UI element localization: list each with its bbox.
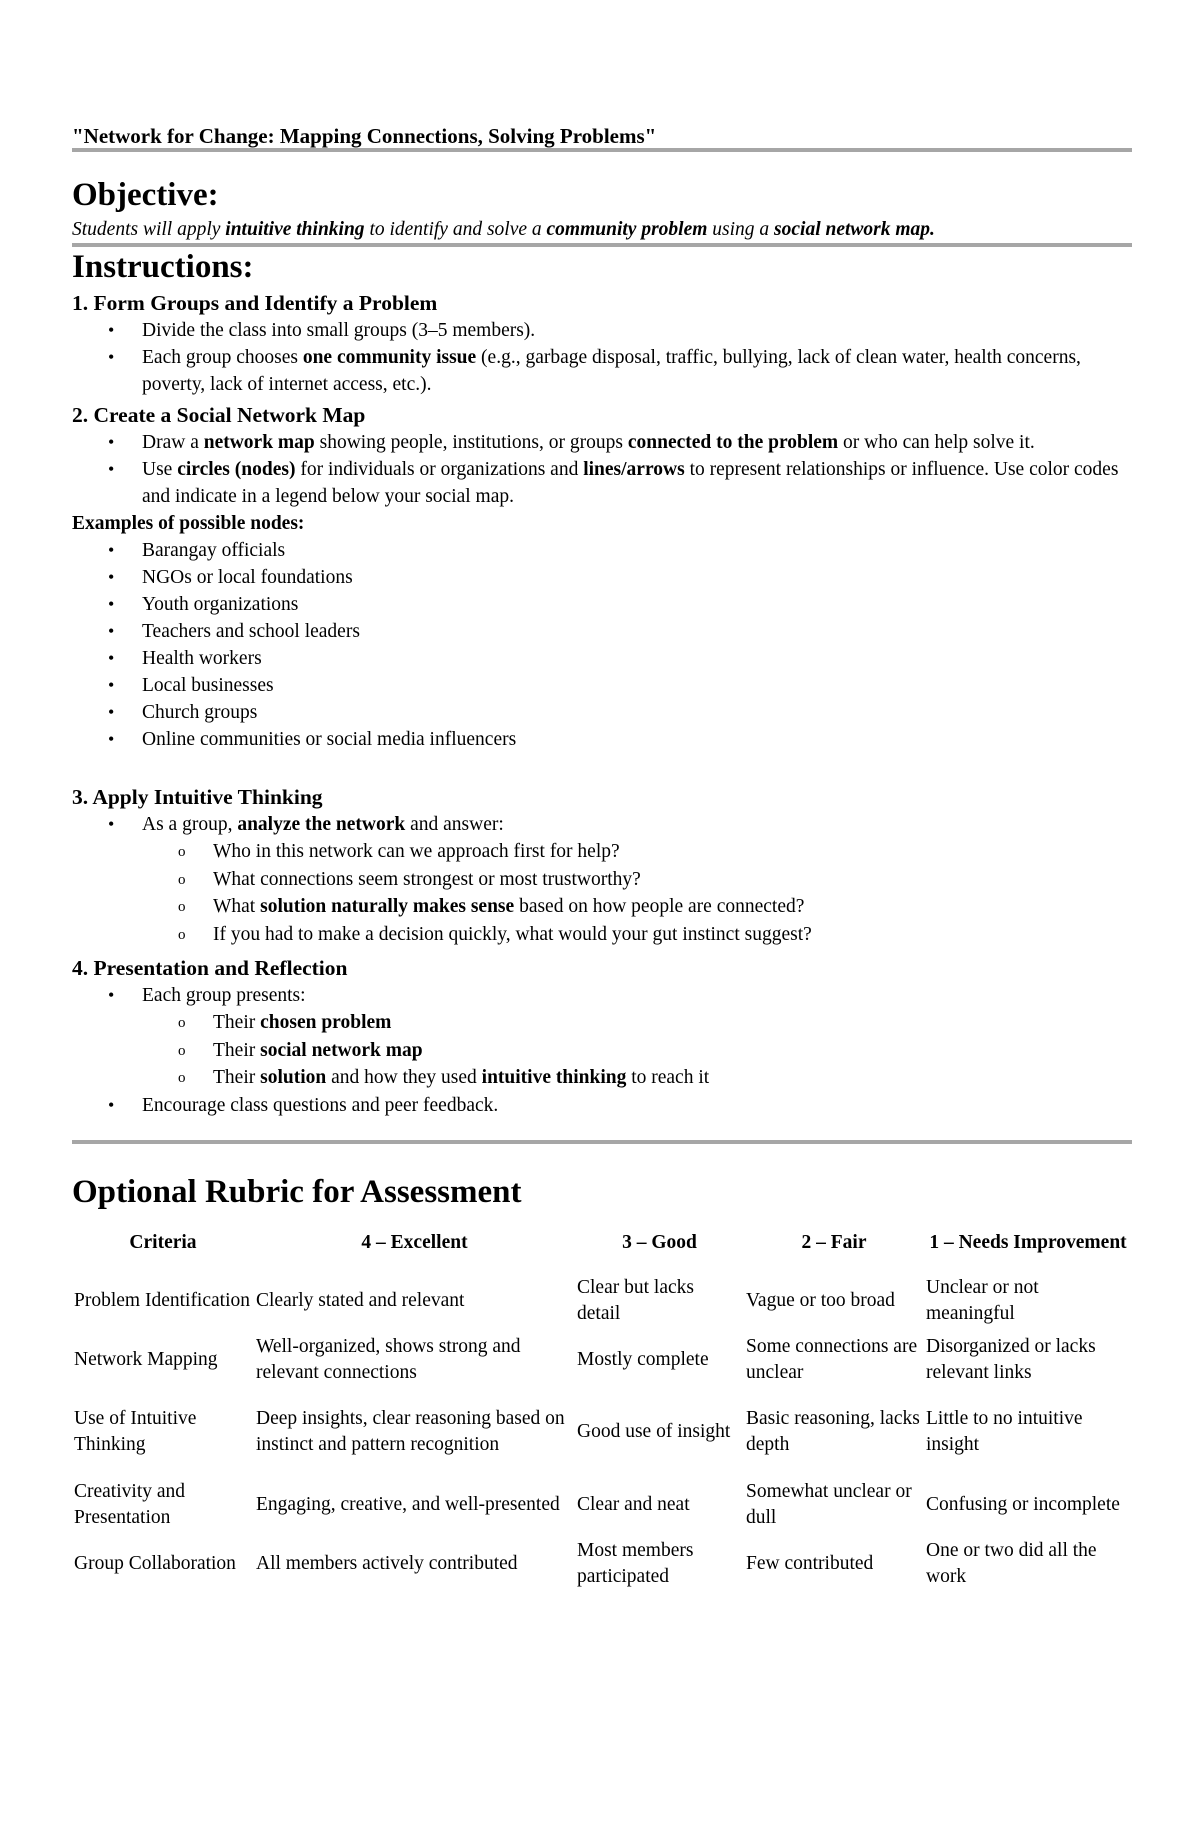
list-item: • As a group, analyze the network and answer:	[72, 811, 1132, 838]
circle-bullet-icon: o	[178, 926, 186, 943]
step-2	[72, 401, 1132, 753]
table-row	[72, 1534, 1132, 1593]
document-title: "Network for Change: Mapping Connections, Solving Problems"	[72, 124, 657, 148]
circle-bullet-icon: o	[178, 871, 186, 888]
step-2-title: 2. Create a Social Network Map	[72, 403, 366, 427]
table-row	[72, 1389, 1132, 1475]
table-cell: Some connections are unclear	[746, 1335, 918, 1383]
divider	[72, 148, 1132, 152]
table-cell: Use of Intuitive Thinking	[74, 1408, 197, 1455]
objective-text: Students will apply intuitive thinking to identify and solve a community problem using a social network map.	[72, 219, 935, 240]
table-cell: Little to no intuitive insight	[926, 1408, 1083, 1455]
list-item: • Youth organizations	[72, 591, 1132, 618]
step-1-title: 1. Form Groups and Identify a Problem	[72, 291, 438, 315]
objective-heading: Objective:	[72, 177, 219, 213]
column-header: 2 – Fair	[801, 1232, 867, 1253]
table-cell: Basic reasoning, lacks depth	[746, 1408, 920, 1455]
list-item: • Divide the class into small groups (3–5 members).	[72, 317, 1132, 344]
column-header: 1 – Needs Improvement	[929, 1232, 1127, 1253]
column-header: 4 – Excellent	[361, 1232, 468, 1253]
bullet-icon: •	[108, 729, 115, 749]
table-cell: Few contributed	[746, 1552, 874, 1574]
circle-bullet-icon: o	[178, 1042, 186, 1059]
table-row	[72, 1330, 1132, 1389]
bullet-icon: •	[108, 320, 115, 340]
table-cell: Well-organized, shows strong and relevant connections	[256, 1335, 521, 1383]
table-cell: Network Mapping	[74, 1348, 218, 1370]
circle-bullet-icon: o	[178, 1015, 186, 1031]
bullet-icon: •	[108, 594, 115, 614]
instructions-heading: Instructions:	[72, 249, 254, 285]
table-row	[72, 1271, 1132, 1330]
bullet-icon: •	[108, 1094, 115, 1115]
bullet-icon: •	[108, 621, 115, 641]
table-cell: Good use of insight	[577, 1421, 731, 1442]
list-item: o If you had to make a decision quickly, what would your gut instinct suggest?	[72, 921, 1132, 949]
list-item: • Draw a network map showing people, institutions, or groups connected to the problem or who can help solve it.	[72, 429, 1132, 456]
bullet-icon: •	[108, 567, 115, 587]
bullet-icon: •	[108, 459, 115, 479]
list-item: • Barangay officials	[72, 537, 1132, 564]
divider	[72, 243, 1132, 247]
table-cell: Most members participated	[577, 1539, 694, 1587]
table-cell: Problem Identification	[74, 1289, 250, 1311]
list-item: • Online communities or social media influencers	[72, 726, 1132, 753]
table-cell: Somewhat unclear or dull	[746, 1480, 912, 1528]
table-cell: Deep insights, clear reasoning based on instinct and pattern recognition	[256, 1408, 565, 1455]
list-item: • Each group presents:	[72, 982, 1132, 1009]
table-cell: One or two did all the work	[926, 1539, 1097, 1587]
table-cell: Vague or too broad	[746, 1289, 895, 1311]
rubric-title: Optional Rubric for Assessment	[72, 1174, 522, 1210]
table-header-row	[72, 1215, 1132, 1271]
table-row	[72, 1475, 1132, 1534]
circle-bullet-icon: o	[178, 844, 186, 860]
column-header: Criteria	[129, 1232, 197, 1253]
table-cell: Creativity and Presentation	[74, 1480, 186, 1528]
circle-bullet-icon: o	[178, 899, 186, 915]
examples-title: Examples of possible nodes:	[72, 513, 305, 534]
list-item: o Their chosen problem	[72, 1009, 1132, 1037]
table-cell: Unclear or not meaningful	[926, 1276, 1039, 1324]
list-item: o Their social network map	[72, 1037, 1132, 1065]
bullet-icon: •	[108, 432, 115, 452]
list-item: o What solution naturally makes sense based on how people are connected?	[72, 893, 1132, 921]
table-cell: Clear but lacks detail	[577, 1276, 694, 1324]
step-4-title: 4. Presentation and Reflection	[72, 956, 348, 980]
list-item: o Who in this network can we approach first for help?	[72, 838, 1132, 866]
bullet-icon: •	[108, 702, 115, 722]
step-3	[72, 783, 1132, 948]
list-item: • Use circles (nodes) for individuals or organizations and lines/arrows to represent relationships or influence. Use color codes and indicate in a legend below your social map.	[72, 456, 1132, 510]
bullet-icon: •	[108, 814, 115, 834]
divider	[72, 1140, 1132, 1144]
step-4	[72, 954, 1132, 1119]
examples-list	[72, 537, 1132, 753]
bullet-icon: •	[108, 648, 115, 668]
bullet-icon: •	[108, 985, 115, 1005]
list-item: • Church groups	[72, 699, 1132, 726]
table-cell: Mostly complete	[577, 1348, 709, 1370]
list-item: • Health workers	[72, 645, 1132, 672]
step-3-title: 3. Apply Intuitive Thinking	[72, 785, 323, 809]
table-cell: Engaging, creative, and well-presented	[256, 1493, 560, 1515]
list-item: • Each group chooses one community issue (e.g., garbage disposal, traffic, bullying, lack of clean water, health concerns, poverty, lack of internet access, etc.).	[72, 344, 1132, 398]
table-cell: Clear and neat	[577, 1493, 690, 1515]
column-header: 3 – Good	[622, 1232, 697, 1253]
table-cell: All members actively contributed	[256, 1552, 518, 1574]
list-item: • Encourage class questions and peer feedback.	[72, 1092, 1132, 1119]
list-item: • Teachers and school leaders	[72, 618, 1132, 645]
table-cell: Group Collaboration	[74, 1552, 236, 1574]
bullet-icon: •	[108, 540, 115, 560]
list-item: o Their solution and how they used intuitive thinking to reach it	[72, 1064, 1132, 1092]
list-item: o What connections seem strongest or most trustworthy?	[72, 866, 1132, 894]
table-cell: Disorganized or lacks relevant links	[926, 1335, 1096, 1383]
list-item: • Local businesses	[72, 672, 1132, 699]
bullet-icon: •	[108, 347, 115, 367]
table-cell: Clearly stated and relevant	[256, 1289, 465, 1311]
step-1	[72, 289, 1132, 398]
bullet-icon: •	[108, 675, 115, 695]
list-item: • NGOs or local foundations	[72, 564, 1132, 591]
circle-bullet-icon: o	[178, 1070, 186, 1086]
rubric-table	[72, 1215, 1132, 1593]
table-cell: Confusing or incomplete	[926, 1493, 1120, 1515]
